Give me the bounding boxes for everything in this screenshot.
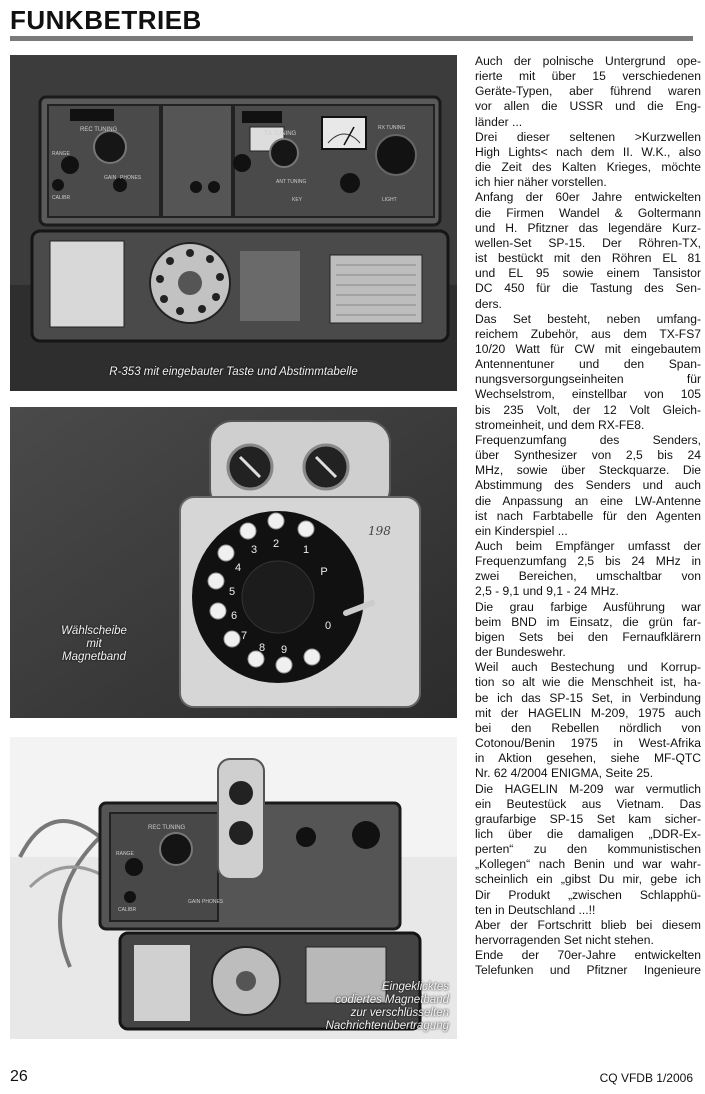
body-text-line: be ich das SP-15 Set, in Verbindung bbox=[475, 690, 701, 705]
body-text-line: bis 235 Volt, der 12 Volt Gleich- bbox=[475, 402, 701, 417]
body-text-line: zwei Bereichen, umschaltbar von bbox=[475, 569, 701, 584]
body-text-line: ich hier näher vorstellen. bbox=[475, 175, 607, 190]
body-text-line: mit der HAGELIN M-209, 1975 auch bbox=[475, 705, 701, 720]
label-range: RANGE bbox=[52, 151, 70, 157]
dial-digit-7: 7 bbox=[240, 630, 248, 642]
body-text-line: Dir Produkt „zwischen Schlapphü- bbox=[475, 887, 701, 902]
r353-radio-picture bbox=[10, 55, 457, 391]
body-text-line: die Anpassung an eine LW-Antenne bbox=[475, 493, 701, 508]
photo-caption bbox=[44, 625, 144, 664]
body-text-line: Ende der 70er-Jahre entwickelten bbox=[475, 948, 701, 963]
body-text-line: Telefunken und Pfitzner Ingenieure bbox=[475, 963, 701, 978]
body-text-line: 10/20 Watt für CW mit eingebautem bbox=[475, 341, 701, 356]
body-text-line: Auch beim Empfänger umfasst der bbox=[475, 539, 701, 553]
body-text-line: ist bestückt mit den Röhren EL 81 bbox=[475, 251, 701, 266]
body-text-line: perten“ zu den kommunistischen bbox=[475, 842, 701, 857]
body-text-line: 2,5 - 9,1 und 9,1 - 24 MHz. bbox=[475, 584, 619, 599]
label-key: KEY bbox=[292, 197, 303, 203]
body-text-line: Drei dieser seltenen >Kurzwellen bbox=[475, 129, 701, 144]
body-text-line: ein Beutestück aus Vietnam. Das bbox=[475, 796, 701, 811]
body-text-line: Das Set besteht, neben umfang- bbox=[475, 311, 701, 326]
label-calibr: CALIBR bbox=[52, 195, 71, 201]
body-text-line: beim BND im Einsatz, die grün far- bbox=[475, 614, 701, 629]
body-text-line: ders. bbox=[475, 296, 502, 311]
body-text-line: wellen-Set SP-15. Der Röhren-TX, bbox=[475, 235, 701, 250]
dial-digit-8: 8 bbox=[258, 642, 266, 654]
dial-digit-1: 1 bbox=[302, 544, 310, 556]
body-text-line: bigen Sets bei den Fernaufklärern bbox=[475, 629, 701, 644]
body-text-line: Anfang der 60er Jahre entwickelten bbox=[475, 190, 701, 205]
section-title: FUNKBETRIEB bbox=[10, 5, 202, 35]
caption-line: Nachrichtenübertragung bbox=[325, 1020, 449, 1032]
label-tx-tuning: TX TUNING bbox=[264, 131, 297, 137]
body-text-line: Frequenzumfang 2,5 bis 24 MHz in bbox=[475, 554, 701, 569]
caption-line: codiertes Magnetband bbox=[335, 994, 449, 1006]
dial-stop-mark: P bbox=[320, 566, 328, 578]
dial-digit-6: 6 bbox=[230, 610, 238, 622]
body-text-line: vor allen die USSR und die Eng- bbox=[475, 99, 701, 114]
photo-caption: R-353 mit eingebauter Taste und Abstimmtabelle bbox=[109, 366, 358, 378]
body-text-line: High Lights< nach dem II. W.K., also bbox=[475, 144, 701, 159]
page-number: 26 bbox=[10, 1068, 28, 1085]
body-text-line: länder ... bbox=[475, 114, 523, 129]
label-range: RANGE bbox=[116, 851, 134, 857]
body-text-line: rierte mit über 15 verschiedenen bbox=[475, 69, 701, 84]
body-text-line: ein Kinderspiel ... bbox=[475, 523, 568, 538]
body-text-line: Nr. 62 4/2004 ENIGMA, Seite 25. bbox=[475, 766, 654, 781]
label-gain: GAIN bbox=[188, 899, 201, 905]
body-text-line: lich über die damaligen „DDR-Ex- bbox=[475, 826, 701, 841]
body-text-line: Die grau farbige Ausführung war bbox=[475, 599, 701, 614]
label-phones: PHONES bbox=[202, 899, 224, 905]
dial-digit-3: 3 bbox=[250, 544, 258, 556]
dial-digit-9: 9 bbox=[280, 644, 288, 656]
label-rec-tuning: REC TUNING bbox=[148, 825, 186, 831]
body-text-line: stromeinheit, und dem RX-FE8. bbox=[475, 417, 645, 432]
body-text-line: Abstimmung des Senders und auch bbox=[475, 478, 701, 493]
article-text-column bbox=[475, 54, 701, 1064]
photo-r353-radio bbox=[10, 55, 457, 391]
handwritten-number: 198 bbox=[368, 524, 391, 538]
body-text-line: der Bundeswehr. bbox=[475, 645, 566, 660]
header-rule bbox=[10, 36, 693, 41]
dial-digit-0: 0 bbox=[324, 620, 332, 632]
body-text-line: in Aktion gesehen, siehe MF-QTC bbox=[475, 751, 701, 766]
body-text-line: graufarbige SP-15 Set kam sicher- bbox=[475, 811, 701, 826]
label-rx-tuning: RX TUNING bbox=[378, 125, 406, 131]
body-text-line: Auch der polnische Untergrund ope- bbox=[475, 54, 701, 68]
body-text-line: bei den Rebellen nördlich von bbox=[475, 720, 701, 735]
body-text-line: und H. Pfitzner das legendäre Kurz- bbox=[475, 220, 701, 235]
label-light: LIGHT bbox=[382, 197, 397, 203]
body-text-line: scheinlich ein „gibst Du mir, gebe ich bbox=[475, 872, 701, 887]
photo-caption bbox=[299, 981, 449, 1033]
label-phones: PHONES bbox=[120, 175, 142, 181]
body-text-line: Frequenzumfang des Senders, bbox=[475, 432, 701, 447]
body-text-line: Antennentuner und den Span- bbox=[475, 357, 701, 372]
body-text-line: Geräte-Typen, aber führend waren bbox=[475, 84, 701, 99]
page-header bbox=[10, 6, 693, 41]
body-text-line: nungsversorgungseinheiten für bbox=[475, 372, 701, 387]
dial-digit-4: 4 bbox=[234, 562, 242, 574]
body-text-line: DC 450 für die Tastung des Sen- bbox=[475, 281, 701, 296]
body-text-line: die Firmen Wandel & Goltermann bbox=[475, 205, 701, 220]
body-text-line: Die HAGELIN M-209 war vermutlich bbox=[475, 781, 701, 796]
body-text-line: Weil auch Bestechung und Korrup- bbox=[475, 660, 701, 675]
body-text-line: tion so alt wie die Menschheit ist, ha- bbox=[475, 675, 701, 690]
caption-line: mit bbox=[86, 638, 102, 650]
body-text-line: MHz, sowie über Steckquarze. Die bbox=[475, 463, 701, 478]
body-text-line: die Zeit des Kalten Krieges, möchte bbox=[475, 160, 701, 175]
body-text-line: und EL 95 sowie einem Tansistor bbox=[475, 266, 701, 281]
caption-line: Wählscheibe bbox=[61, 625, 127, 637]
body-text-line: Wechselstrom, einstellbar von 105 bbox=[475, 387, 701, 402]
body-text-line: ist nach Farbtabelle für den Agenten bbox=[475, 508, 701, 523]
caption-line: Eingeklicktes bbox=[381, 981, 449, 993]
publication-name: CQ VFDB 1/2006 bbox=[599, 1071, 693, 1085]
dial-digit-5: 5 bbox=[228, 586, 236, 598]
caption-line: Magnetband bbox=[62, 651, 126, 663]
rotary-dial-picture bbox=[10, 407, 457, 718]
caption-line: zur verschlüsselten bbox=[350, 1007, 449, 1019]
body-text-line: hervorragenden Set nicht stehen. bbox=[475, 933, 654, 948]
body-text-line: ten in Deutschland ...!! bbox=[475, 902, 596, 917]
label-calibr: CALIBR bbox=[118, 907, 137, 913]
body-text-line: reichem Zubehör, aus dem TX-FS7 bbox=[475, 326, 701, 341]
label-rec-tuning: REC TUNING bbox=[80, 127, 118, 133]
body-text-line: Aber der Fortschritt blieb bei diesem bbox=[475, 917, 701, 932]
photo-radio-with-tape bbox=[10, 737, 457, 1039]
dial-digit-2: 2 bbox=[272, 538, 280, 550]
label-ant-tuning: ANT TUNING bbox=[276, 179, 307, 185]
photo-rotary-dial bbox=[10, 407, 457, 718]
body-text-line: „Kollegen“ nach Benin und war wahr- bbox=[475, 857, 701, 872]
body-text-line: über Synthesizer von 2,5 bis 24 bbox=[475, 448, 701, 463]
body-text-line: Cotonou/Benin 1975 in West-Afrika bbox=[475, 736, 701, 751]
label-gain: GAIN bbox=[104, 175, 117, 181]
